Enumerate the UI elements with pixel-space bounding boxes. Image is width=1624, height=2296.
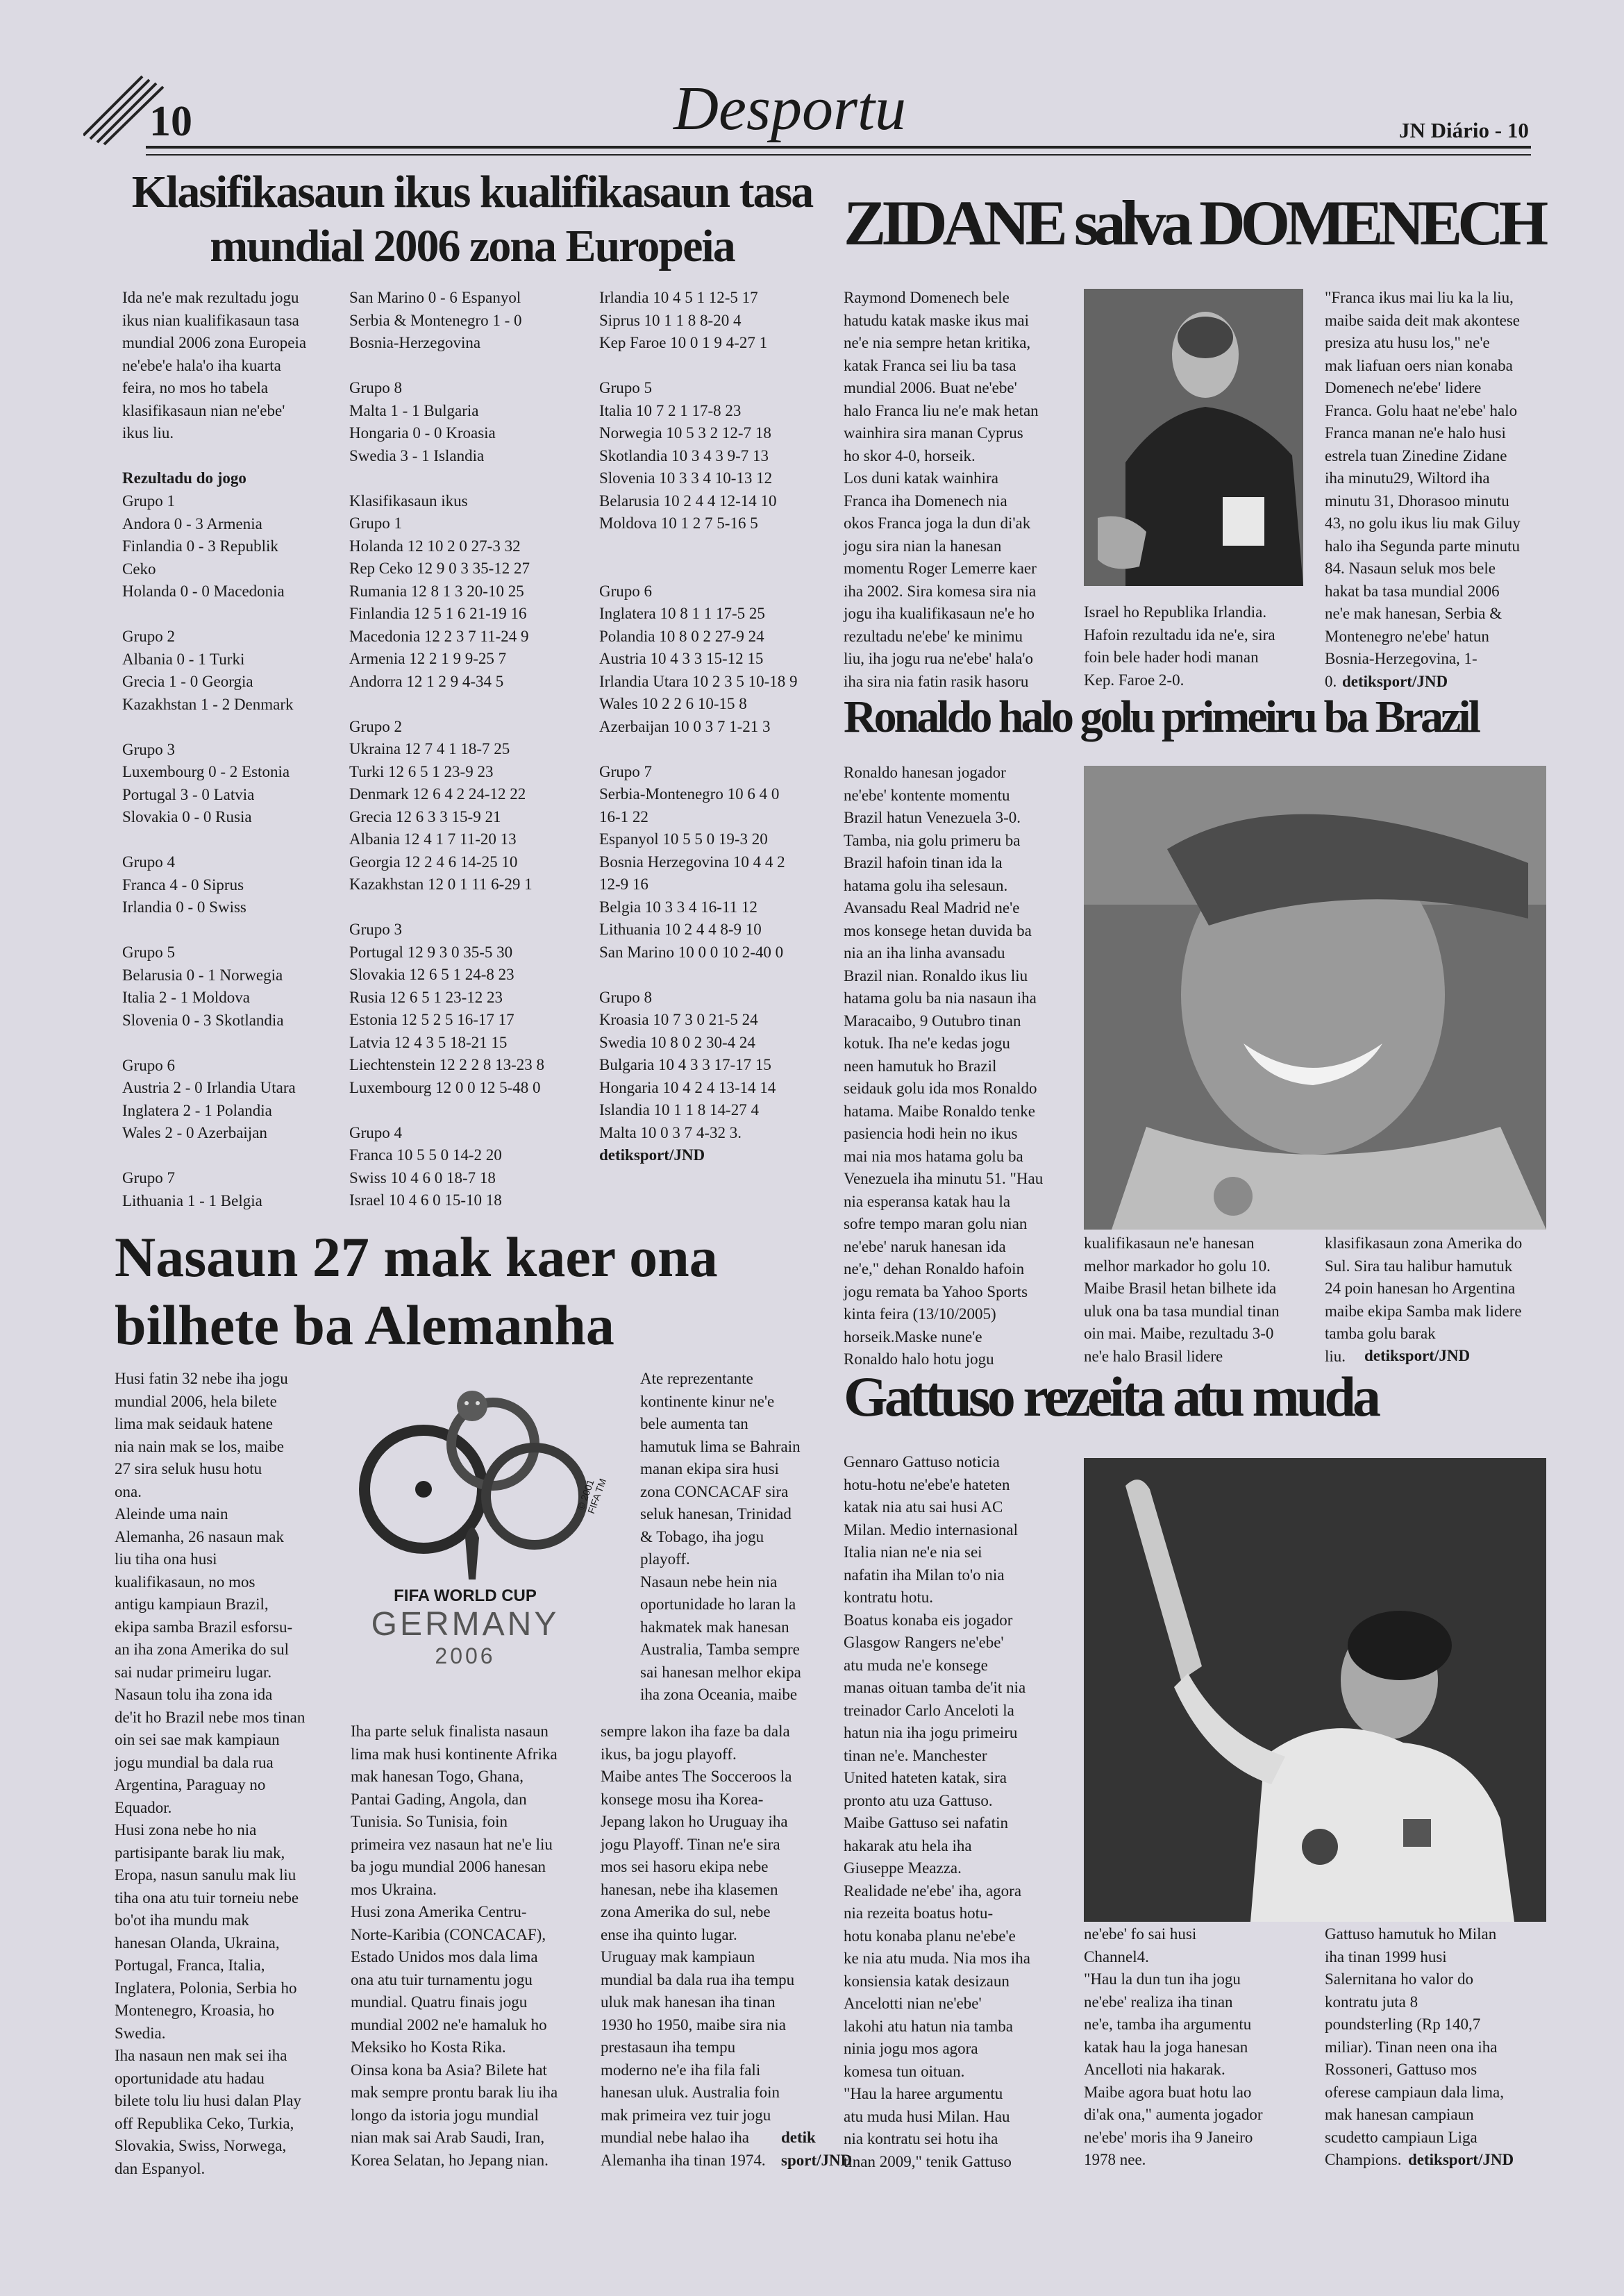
logo-line1: FIFA WORLD CUP: [394, 1586, 537, 1605]
klasifikasaun-intro: Ida ne'e mak rezultadu jogu ikus nian kualifikasaun tasa mundial 2006 zona Europeia ne'ebe'e hala'o iha kuarta feira, no mos ho tabela klasifikasaun nian ne'ebe' ikus liu.: [122, 289, 307, 442]
ronaldo-credit: detiksport/JND: [1364, 1347, 1471, 1364]
nasaun-headline-line2: bilhete ba Alemanha: [115, 1293, 614, 1357]
klasifikasaun-credit: detiksport/JND: [599, 1146, 705, 1164]
gattuso-col3: Gattuso hamutuk ho Milan iha tinan 1999 husi Salernitana ho valor do kontratu juta 8 poundsterling (Rp 140,7 miliar). Tinan neen ona iha Rossoneri, Gattuso mos oferese campiaun dala lima, mak hanesan campiaun scudetto campiaun Liga Champions.: [1325, 1925, 1504, 2168]
zidane-photo: [1084, 289, 1303, 586]
zidane-headline: ZIDANE salva DOMENECH: [844, 187, 1544, 258]
klasifikasaun-headline-line1: Klasifikasaun ikus kualifikasaun tasa: [131, 167, 813, 217]
nasaun-col1: Husi fatin 32 nebe iha jogu mundial 2006, hela bilete lima mak seidauk hatene nia nain mak se los, maibe 27 sira seluk husu hotu ona. Aleinde uma nain Alemanha, 26 nasaun mak liu tiha ona husi kualifikasaun, no mos antigu kampiaun Brazil, ekipa samba Brazil esforsu- an iha zona Amerika do sul sai nudar primeiru lugar. Nasaun tolu iha zona ida de'it ho Brazil nebe mos tinan oin sei sae mak kampiaun jogu mundial ba dala rua Argentina, Paraguay no Equador. Husi zona nebe ho nia partisipante barak liu mak, Eropa, nasun sanulu mak liu tiha ona atu tuir torneiu nebe bo'ot iha mundu mak hanesan Olanda, Ukraina, Portugal, Franca, Italia, Inglatera, Polonia, Serbia ho Montenegro, Kroasia, ho Swedia. Iha nasaun nen mak sei iha oportunidade atu hadau bilete tolu liu husi dalan Play off Republika Ceko, Turkia, Slovakia, Swiss, Norwega, dan Espanyol.: [115, 1370, 305, 2177]
zidane-col3: "Franca ikus mai liu ka la liu, maibe saida deit mak akontese presiza atu husu los," ne'e mak liafuan oers nian konaba Domenech ne'ebe' lidere Franca. Golu haat ne'ebe' halo Franca manan ne'e halo husi estrela tuan Zinedine Zidane iha minutu29, Wiltord iha minutu 31, Dhorasoo minutu 43, no golu ikus liu mak Giluy halo iha Segunda parte minutu 84. Nasaun seluk mos bele hakat ba tasa mundial 2006 ne'e mak hanesan, Serbia & Montenegro ne'ebe' hatun Bosnia-Herzegovina, 1- 0.: [1325, 289, 1521, 690]
page-number: 10: [149, 98, 192, 145]
gattuso-headline: Gattuso rezeita atu muda: [844, 1365, 1378, 1428]
gattuso-col1: Gennaro Gattuso noticia hotu-hotu ne'ebe'e hateten katak nia atu sai husi AC Milan. Medio internasional Italia nian ne'e nia sei nafatin iha Milan to'o nia kontratu hotu. Boatus konaba eis jogador Glasgow Rangers ne'ebe' atu muda ne'e konsege manas oituan tamba de'it nia treinador Carlo Anceloti la hatun nia iha jogu primeiru tinan ne'e. Manchester United hateten katak, sira pronto atu uza Gattuso. Maibe Gattuso sei nafatin hakarak atu hela iha Giuseppe Meazza. Realidade ne'ebe' iha, agora nia rezeita boatus hotu- hotu konaba planu ne'ebe'e ke nia atu muda. Nia mos iha konsiensia katak desizaun Ancelotti nian ne'ebe' lakohi atu hatun nia tamba ninia jogu mos agora komesa tun oituan. "Hau la haree argumentu atu muda husi Milan. Hau nia kontratu sei hotu iha tinan 2009," tenik Gattuso: [844, 1453, 1030, 2170]
zidane-col1: Raymond Domenech bele hatudu katak maske ikus mai ne'e nia sempre hetan kritika, katak Franca sei liu ba tasa mundial 2006. Buat ne'ebe' halo Franca liu ne'e mak hetan wainhira sira manan Cyprus ho skor 4-0, horseik. Los duni katak wainhira Franca iha Domenech nia okos Franca joga la dun di'ak jogu sira nian la hanesan momentu Roger Lemerre kaer iha 2002. Sira komesa sira nia jogu iha kualifikasaun ne'e ho rezultadu ne'ebe' ke minimu liu, iha jogu rua ne'ebe' hala'o iha sira nia fatin rasik hasoru: [844, 289, 1039, 690]
nasaun-credit: detik sport/JND: [781, 2129, 853, 2169]
nasaun-headline: [115, 1223, 830, 1359]
logo-line3: 2006: [435, 1643, 496, 1668]
masthead-rule-thick: [146, 146, 1531, 149]
gattuso-photo: [1084, 1458, 1546, 1922]
section-title: Desportu: [673, 74, 906, 143]
klasifikasaun-results-list: Grupo 1 Andora 0 - 3 Armenia Finlandia 0 - 3 Republik Ceko Holanda 0 - 0 Macedonia Grupo 2 Albania 0 - 1 Turki Grecia 1 - 0 Georgia Kazakhstan 1 - 2 Denmark Grupo 3 Luxembourg 0 - 2 Estonia Portugal 3 - 0 Latvia Slovakia 0 - 0 Rusia Grupo 4 Franca 4 - 0 Siprus Irlandia 0 - 0 Swiss Grupo 5 Belarusia 0 - 1 Norwegia Italia 2 - 1 Moldova Slovenia 0 - 3 Skotlandia Grupo 6 Austria 2 - 0 Irlandia Utara Inglatera 2 - 1 Polandia Wales 2 - 0 Azerbaijan Grupo 7 Lithuania 1 - 1 Belgia: [122, 492, 296, 1209]
nasaun-col2: Iha parte seluk finalista nasaun lima mak husi kontinente Afrika mak hanesan Togo, Ghana, Pantai Gading, Angola, dan Tunisia. So Tunisia, foin primeira vez nasaun hat ne'e liu ba jogu mundial 2006 hanesan mos Ukraina. Husi zona Amerika Centru- Norte-Karibia (CONCACAF), Estado Unidos mos dala lima ona atu tuir turnamentu jogu mundial. Quatru finais jogu mundial 2002 ne'e hamaluk ho Meksiko ho Kosta Rika. Oinsa kona ba Asia? Bilete hat mak sempre prontu barak liu iha longo da istoria jogu mundial nian mak sai Arab Saudi, Iran, Korea Selatan, ho Jepang nian.: [351, 1723, 558, 2169]
klasifikasaun-results-title: Rezultadu do jogo: [122, 469, 246, 487]
logo-tm-text: © 2001 FIFA TM: [575, 1477, 609, 1516]
logo-line2: GERMANY: [371, 1606, 560, 1643]
gattuso-col2: ne'ebe' fo sai husi Channel4. "Hau la dun tun iha jogu ne'ebe' realiza iha tinan ne'e, tamba iha argumentu katak hau la joga hanesan Ancelloti nia hakarak. Maibe agora buat hotu lao di'ak ona," aumenta jogador ne'ebe' moris iha 9 Janeiro 1978 nee.: [1084, 1925, 1263, 2168]
klasifikasaun-headline: [115, 165, 830, 274]
ronaldo-photo: [1084, 766, 1546, 1230]
zidane-col2: Israel ho Republika Irlandia. Hafoin rezultadu ida ne'e, sira foin bele hader hodi manan Kep. Faroe 2-0.: [1084, 603, 1275, 689]
nasaun-col3-bottom: sempre lakon iha faze ba dala ikus, ba jogu playoff. Maibe antes The Socceroos la konsege mosu iha Korea- Jepang lakon ho Uruguay iha jogu Playoff. Tinan ne'e sira mos sei hasoru ekipa nebe hanesan, nebe iha klasemen zona Amerika do sul, nebe ense iha quinto lugar. Uruguay mak kampiaun mundial ba dala rua iha tempu uluk mak hanesan iha tinan 1930 ho 1950, maibe sira nia prestasaun iha tempu moderno ne'e iha fila fali hanesan uluk. Australia foin mak primeira vez tuir jogu mundial nebe halao iha Alemanha iha tinan 1974.: [601, 1723, 795, 2169]
ronaldo-col3: klasifikasaun zona Amerika do Sul. Sira tau halibur hamutuk 24 poin hanesan ho Argentina maibe ekipa Samba mak lidere tamba golu barak liu.: [1325, 1234, 1523, 1365]
klasifikasaun-table-col3: Irlandia 10 4 5 1 12-5 17 Siprus 10 1 1 8 8-20 4 Kep Faroe 10 0 1 9 4-27 1 Grupo 5 Italia 10 7 2 1 17-8 23 Norwegia 10 5 3 2 12-7 18 Skotlandia 10 3 4 3 9-7 13 Slovenia 10 3 3 4 10-13 12 Belarusia 10 2 4 4 12-14 10 Moldova 10 1 2 7 5-16 5 Grupo 6 Inglatera 10 8 1 1 17-5 25 Polandia 10 8 0 2 27-9 24 Austria 10 4 3 3 15-12 15 Irlandia Utara 10 2 3 5 10-18 9 Wales 10 2 2 6 10-15 8 Azerbaijan 10 0 3 7 1-21 3 Grupo 7 Serbia-Montenegro 10 6 4 0 16-1 22 Espanyol 10 5 5 0 19-3 20 Bosnia Herzegovina 10 4 4 2 12-9 16 Belgia 10 3 3 4 16-11 12 Lithuania 10 2 4 4 8-9 10 San Marino 10 0 0 10 2-40 0 Grupo 8 Kroasia 10 7 3 0 21-5 24 Swedia 10 8 0 2 30-4 24 Bulgaria 10 4 3 3 17-17 15 Hongaria 10 4 2 4 13-14 14 Islandia 10 1 1 8 14-27 4 Malta 10 0 3 7 4-32 3.: [599, 289, 798, 1141]
ronaldo-col1: Ronaldo hanesan jogador ne'ebe' kontente momentu Brazil hatun Venezuela 3-0. Tamba, nia golu primeru ba Brazil hafoin tinan ida la hatama golu iha selesaun. Avansadu Real Madrid ne'e mos konsege hetan duvida ba nia an iha linha avansadu Brazil nian. Ronaldo ikus liu hatama golu ba nia nasaun iha Maracaibo, 9 Outubro tinan kotuk. Iha ne'e kedas jogu neen hamutuk ho Brazil seidauk golu ida mos Ronaldo hatama. Maibe Ronaldo tenke pasiencia hodi hein no ikus mai nia mos hatama golu ba Venezuela iha minutu 51. "Hau nia esperansa katak hau la sofre tempo maran golu nian ne'ebe' naruk hanesan ida ne'e," dehan Ronaldo hafoin jogu remata ba Yahoo Sports kinta feira (13/10/2005) horseik.Maske nune'e Ronaldo halo hotu jogu: [844, 764, 1044, 1368]
page-label: JN Diário - 10: [1399, 118, 1529, 142]
world-cup-emblem-icon: [347, 1378, 611, 1586]
ronaldo-headline: Ronaldo halo golu primeiru ba Brazil: [844, 692, 1478, 742]
gattuso-credit: detiksport/JND: [1408, 2151, 1514, 2168]
page-number-badge: [83, 69, 205, 146]
nasaun-headline-line1: Nasaun 27 mak kaer ona: [115, 1225, 718, 1289]
nasaun-col3-top: Ate reprezentante kontinente kinur ne'e bele aumenta tan hamutuk lima se Bahrain manan ekipa sira husi zona CONCACAF sira seluk hanesan, Trinidad & Tobago, iha jogu playoff. Nasaun nebe hein nia oportunidade ho laran la hakmatek mak hanesan Australia, Tamba sempre sai hanesan melhor ekipa iha zona Oceania, maibe: [640, 1370, 801, 1703]
masthead-rule-thin: [146, 154, 1531, 156]
klasifikasaun-table-col2: San Marino 0 - 6 Espanyol Serbia & Montenegro 1 - 0 Bosnia-Herzegovina Grupo 8 Malta 1 - 1 Bulgaria Hongaria 0 - 0 Kroasia Swedia 3 - 1 Islandia Klasifikasaun ikus Grupo 1 Holanda 12 10 2 0 27-3 32 Rep Ceko 12 9 0 3 35-12 27 Rumania 12 8 1 3 20-10 25 Finlandia 12 5 1 6 21-19 16 Macedonia 12 2 3 7 11-24 9 Armenia 12 2 1 9 9-25 7 Andorra 12 1 2 9 4-34 5 Grupo 2 Ukraina 12 7 4 1 18-7 25 Turki 12 6 5 1 23-9 23 Denmark 12 6 4 2 24-12 22 Grecia 12 6 3 3 15-9 21 Albania 12 4 1 7 11-20 13 Georgia 12 2 4 6 14-25 10 Kazakhstan 12 0 1 11 6-29 1 Grupo 3 Portugal 12 9 3 0 35-5 30 Slovakia 12 6 5 1 24-8 23 Rusia 12 6 5 1 23-12 23 Estonia 12 5 2 5 16-17 17 Latvia 12 4 3 5 18-21 15 Liechtenstein 12 2 2 8 13-23 8 Luxembourg 12 0 0 12 5-48 0 Grupo 4 Franca 10 5 5 0 14-2 20 Swiss 10 4 6 0 18-7 18 Israel 10 4 6 0 15-10 18: [349, 289, 545, 1209]
ronaldo-col2: kualifikasaun ne'e hanesan melhor markador ho golu 10. Maibe Brasil hetan bilhete ida uluk ona ba tasa mundial tinan oin mai. Maibe, rezultadu 3-0 ne'e halo Brasil lidere: [1084, 1234, 1280, 1365]
zidane-credit: detiksport/JND: [1342, 673, 1448, 690]
klasifikasaun-headline-line2: mundial 2006 zona Europeia: [210, 221, 735, 271]
fifa-world-cup-logo: [347, 1378, 611, 1684]
